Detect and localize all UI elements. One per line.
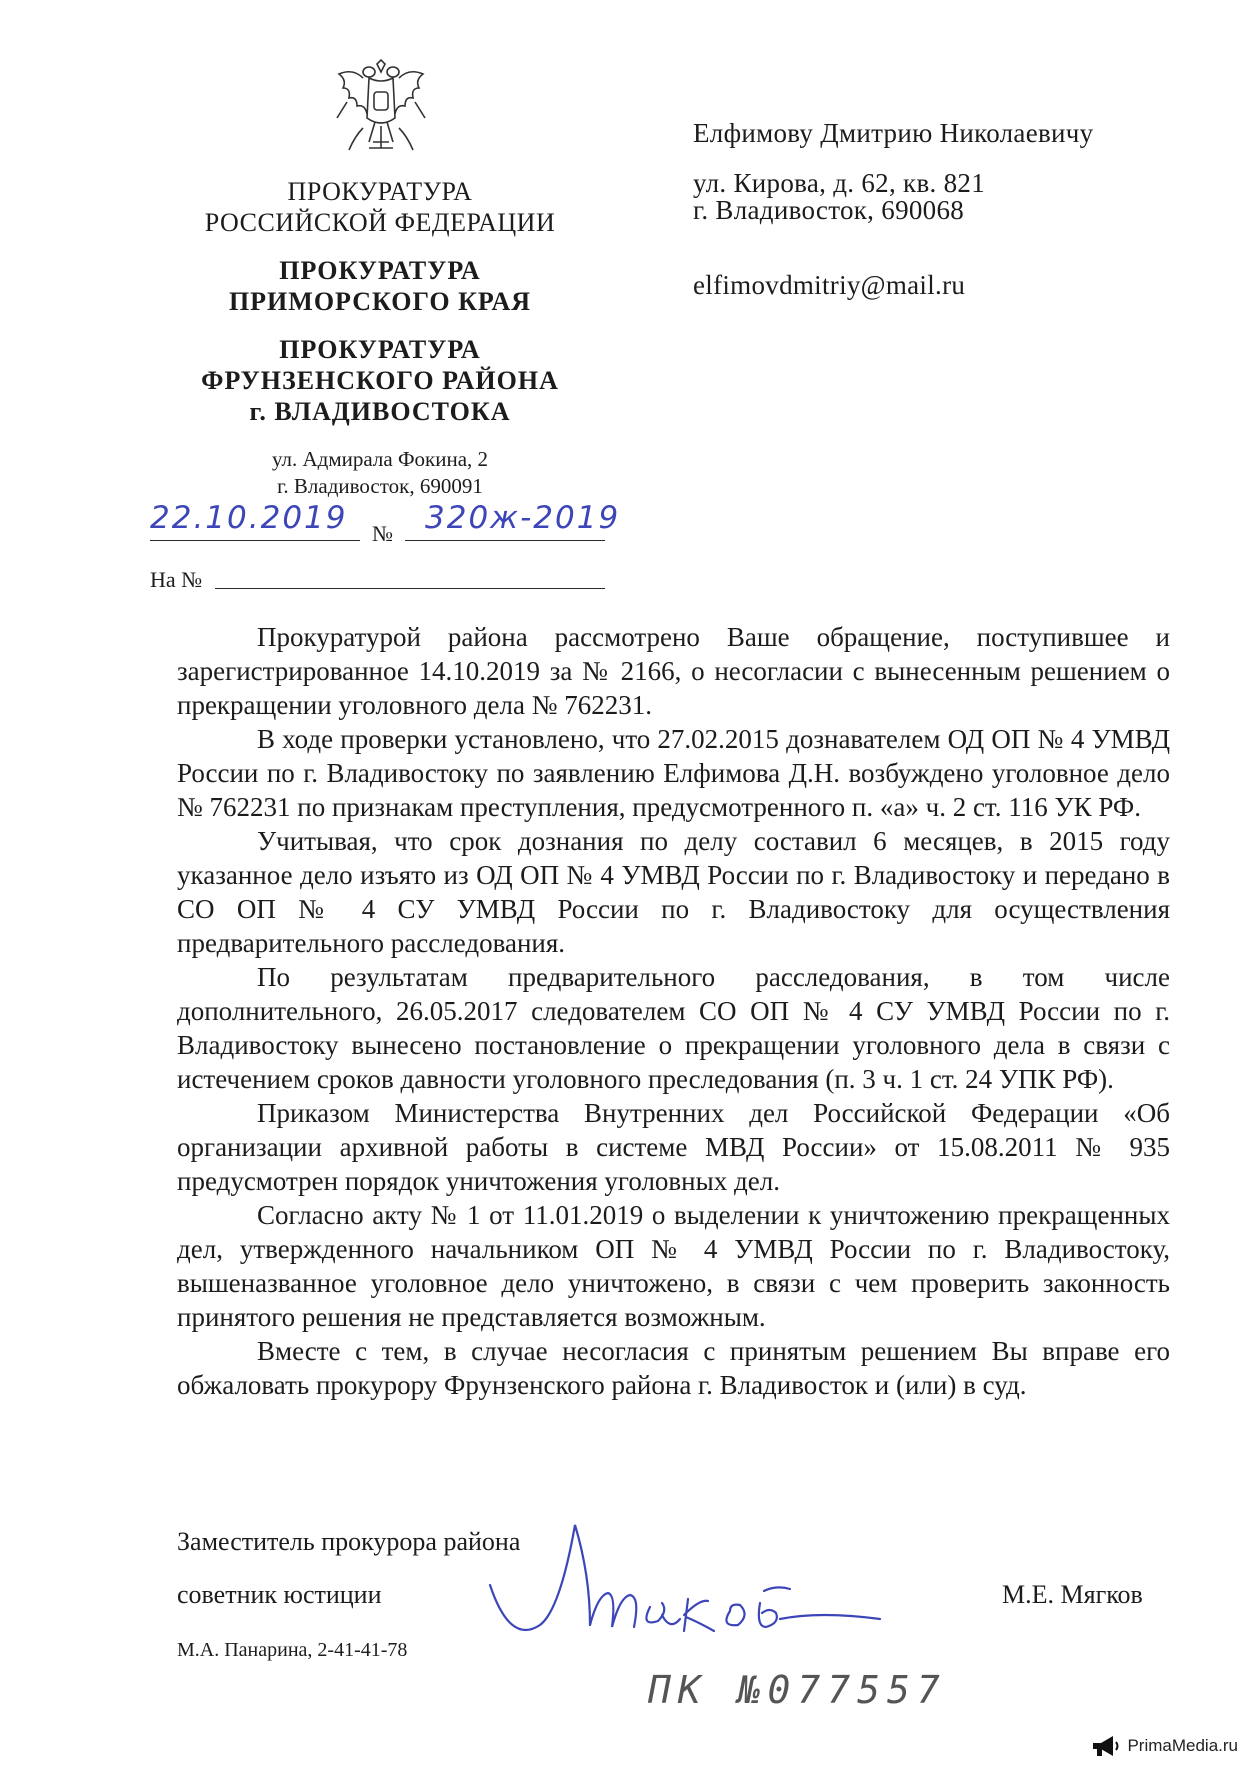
registration-stamp: ПК №077557 <box>648 1668 947 1712</box>
number-line <box>405 540 605 541</box>
megaphone-icon <box>1091 1734 1121 1758</box>
date-line <box>150 540 360 541</box>
reply-to-line <box>215 588 605 589</box>
watermark-text: PrimaMedia.ru <box>1127 1736 1238 1755</box>
sender-org-header <box>150 176 610 238</box>
body-paragraph-6: Согласно акту № 1 от 11.01.2019 о выделении к уничтожению прекращенных дел, утвержденного начальником ОП № 4 УМВД России по г. Владивостоку, вышеназванное уголовное дело уничтожено, в связи с чем проверить законность принятого решения не представляется возможным. <box>177 1200 1170 1332</box>
body-paragraph-1: Прокуратурой района рассмотрено Ваше обращение, поступившее и зарегистрированное 14.10.2019 за № 2166, о несогласии с вынесенным решением о прекращении уголовного дела № 762231. <box>177 622 1170 720</box>
body-paragraph-5: Приказом Министерства Внутренних дел Российской Федерации «Об организации архивной работы в системе МВД России» от 15.08.2011 № 935 предусмотрен порядок уничтожения уголовных дел. <box>177 1098 1170 1196</box>
recipient-street: ул. Кирова, д. 62, кв. 821 <box>693 168 986 198</box>
sender-district-line2: ФРУНЗЕНСКОГО РАЙОНА <box>201 366 559 395</box>
sender-region-line1: ПРОКУРАТУРА <box>279 256 481 285</box>
sender-region-header <box>150 255 610 317</box>
number-sign: № <box>372 521 393 546</box>
recipient-name: Елфимову Дмитрию Николаевичу <box>693 118 1094 148</box>
registration-number: 320ж-2019 <box>425 500 621 536</box>
body-paragraph-3: Учитывая, что срок дознания по делу составил 6 месяцев, в 2015 году указанное дело изъято из ОД ОП № 4 УМВД России по г. Владивостоку и передано в СО ОП № 4 СУ УМВД России по г. Владивостоку для осуществления предварительного расследования. <box>177 826 1170 958</box>
letter-body <box>177 620 1170 1402</box>
registration-date: 22.10.2019 <box>150 500 348 536</box>
body-paragraph-4: По результатам предварительного расследования, в том числе дополнительного, 26.05.2017 следователем СО ОП № 4 СУ УМВД России по г. Владивостоку вынесено постановление о прекращении уголовного дела в связи с истечением сроков давности уголовного преследования (п. 3 ч. 1 ст. 24 УПК РФ). <box>177 962 1170 1094</box>
reply-to-label: На № <box>150 567 203 592</box>
sender-address-line2: г. Владивосток, 690091 <box>277 474 483 498</box>
double-headed-eagle-emblem-icon <box>333 58 429 162</box>
sender-org-line1: ПРОКУРАТУРА <box>287 177 473 206</box>
body-paragraph-7: Вместе с тем, в случае несогласия с принятым решением Вы вправе его обжаловать прокурору Фрунзенского района г. Владивосток и (или) в суд. <box>177 1336 1170 1400</box>
signer-position-line1: Заместитель прокурора района <box>177 1527 521 1556</box>
recipient-email[interactable]: elfimovdmitriy@mail.ru <box>693 270 966 300</box>
sender-org-line2: РОССИЙСКОЙ ФЕДЕРАЦИИ <box>204 208 556 237</box>
body-paragraph-2: В ходе проверки установлено, что 27.02.2015 дознавателем ОД ОП № 4 УМВД России по г. Владивостоку по заявлению Елфимова Д.Н. возбуждено уголовное дело № 762231 по признакам преступления, предусмотренного п. «а» ч. 2 ст. 116 УК РФ. <box>177 724 1170 822</box>
sender-address <box>150 446 610 500</box>
sender-address-line1: ул. Адмирала Фокина, 2 <box>271 447 489 471</box>
signer-name: М.Е. Мягков <box>1002 1580 1143 1609</box>
sender-region-line2: ПРИМОРСКОГО КРАЯ <box>228 287 532 316</box>
sender-district-line1: ПРОКУРАТУРА <box>279 335 481 364</box>
handwritten-signature-text: Мягков <box>730 1663 734 1664</box>
primamedia-watermark <box>1091 1734 1238 1758</box>
sender-district-line3: г. ВЛАДИВОСТОКА <box>249 397 511 426</box>
sender-district-header <box>150 334 610 427</box>
handwritten-signature <box>480 1515 920 1675</box>
recipient-city: г. Владивосток, 690068 <box>693 195 965 225</box>
signer-position-line2: советник юстиции <box>177 1580 382 1609</box>
executor-contact: М.А. Панарина, 2-41-41-78 <box>177 1639 408 1661</box>
